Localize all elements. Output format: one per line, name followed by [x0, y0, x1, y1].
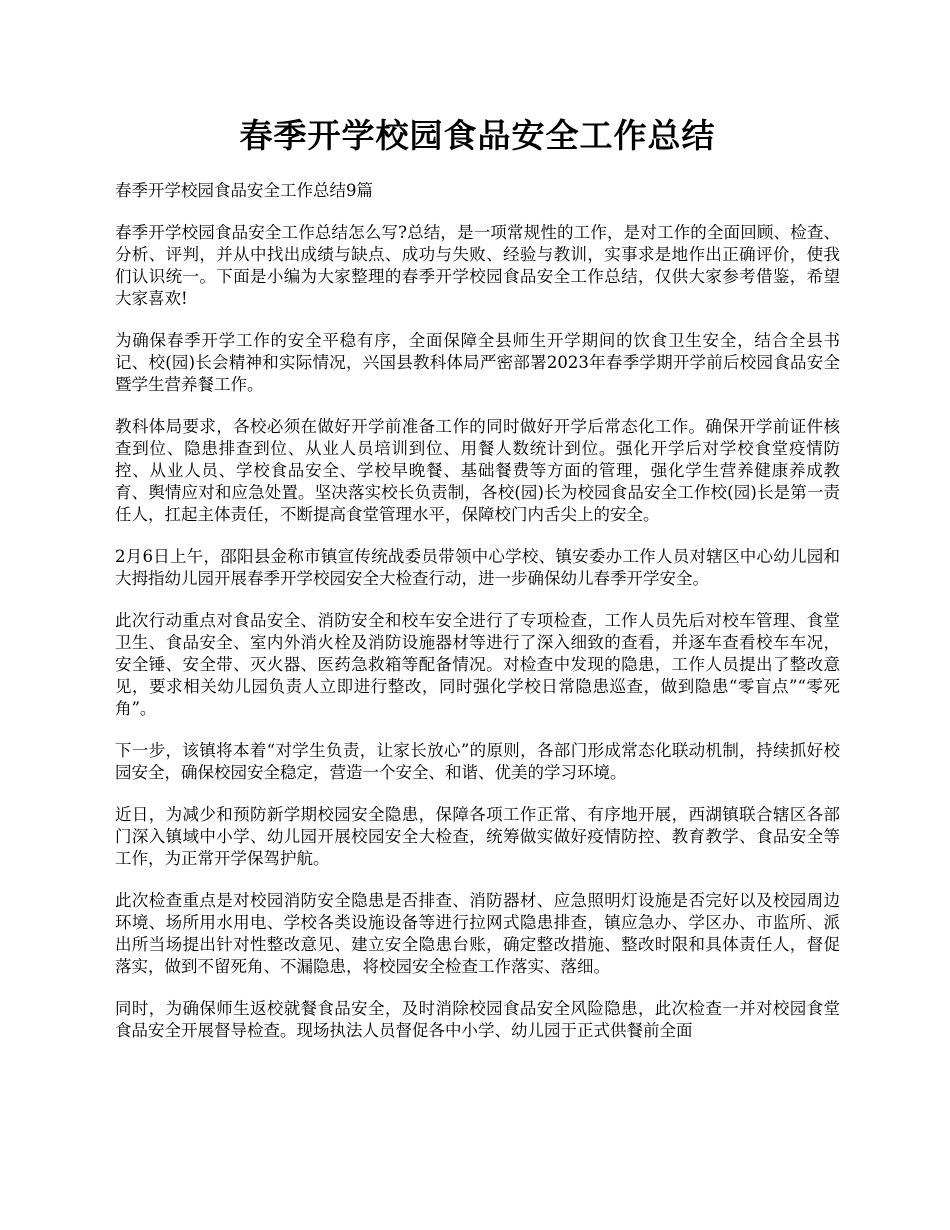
paragraph: 2月6日上午，邵阳县金称市镇宣传统战委员带领中心学校、镇安委办工作人员对辖区中心幼儿园和大拇指幼儿园开展春季开学校园安全大检查行动，进一步确保幼儿春季开学安全。 [115, 547, 840, 588]
paragraph: 此次检查重点是对校园消防安全隐患是否排查、消防器材、应急照明灯设施是否完好以及校园周边环境、场所用水用电、学校各类设施设备等进行拉网式隐患排查，镇应急办、学区办、市监所、派出所当场提出针对性整改意见、建立安全隐患台账，确定整改措施、整改时限和具体责任人，督促落实，做到不留死角、不漏隐患，将校园安全检查工作落实、落细。 [115, 891, 840, 976]
paragraph-intro: 春季开学校园食品安全工作总结怎么写?总结，是一项常规性的工作，是对工作的全面回顾、检查、分析、评判，并从中找出成绩与缺点、成功与失败、经验与教训，实事求是地作出正确评价，使我们认识统一。下面是小编为大家整理的春季开学校园食品安全工作总结，仅供大家参考借鉴，希望大家喜欢! [115, 223, 840, 308]
document-page [115, 112, 840, 1062]
document-subtitle: 春季开学校园食品安全工作总结9篇 [115, 181, 373, 200]
paragraph: 下一步，该镇将本着“对学生负责，让家长放心”的原则，各部门形成常态化联动机制，持续抓好校园安全，确保校园安全稳定，营造一个安全、和谐、优美的学习环境。 [115, 741, 840, 782]
paragraph: 教科体局要求，各校必须在做好开学前准备工作的同时做好开学后常态化工作。确保开学前证件核查到位、隐患排查到位、从业人员培训到位、用餐人数统计到位。强化开学后对学校食堂疫情防控、从业人员、学校食品安全、学校早晚餐、基础餐费等方面的管理，强化学生营养健康养成教育、舆情应对和应急处置。坚决落实校长负责制，各校(园)长为校园食品安全工作校(园)长是第一责任人，扛起主体责任，不断提高食堂管理水平，保障校门内舌尖上的安全。 [115, 417, 840, 524]
paragraph: 近日，为减少和预防新学期校园安全隐患，保障各项工作正常、有序地开展，西湖镇联合辖区各部门深入镇域中小学、幼儿园开展校园安全大检查，统筹做实做好疫情防控、教育教学、食品安全等工作，为正常开学保驾护航。 [115, 805, 840, 868]
paragraph: 为确保春季开学工作的安全平稳有序，全面保障全县师生开学期间的饮食卫生安全，结合全县书记、校(园)长会精神和实际情况，兴国县教科体局严密部署2023年春季学期开学前后校园食品安全暨学生营养餐工作。 [115, 331, 840, 394]
document-title: 春季开学校园食品安全工作总结 [239, 116, 716, 155]
paragraph: 同时，为确保师生返校就餐食品安全，及时消除校园食品安全风险隐患，此次检查一并对校园食堂食品安全开展督导检查。现场执法人员督促各中小学、幼儿园于正式供餐前全面 [115, 999, 840, 1040]
paragraph: 此次行动重点对食品安全、消防安全和校车安全进行了专项检查，工作人员先后对校车管理、食堂卫生、食品安全、室内外消火栓及消防设施器材等进行了深入细致的查看，并逐车查看校车车况，安全锤、安全带、灭火器、医药急救箱等配备情况。对检查中发现的隐患，工作人员提出了整改意见，要求相关幼儿园负责人立即进行整改，同时强化学校日常隐患巡查，做到隐患“零盲点”“零死角”。 [115, 611, 840, 718]
